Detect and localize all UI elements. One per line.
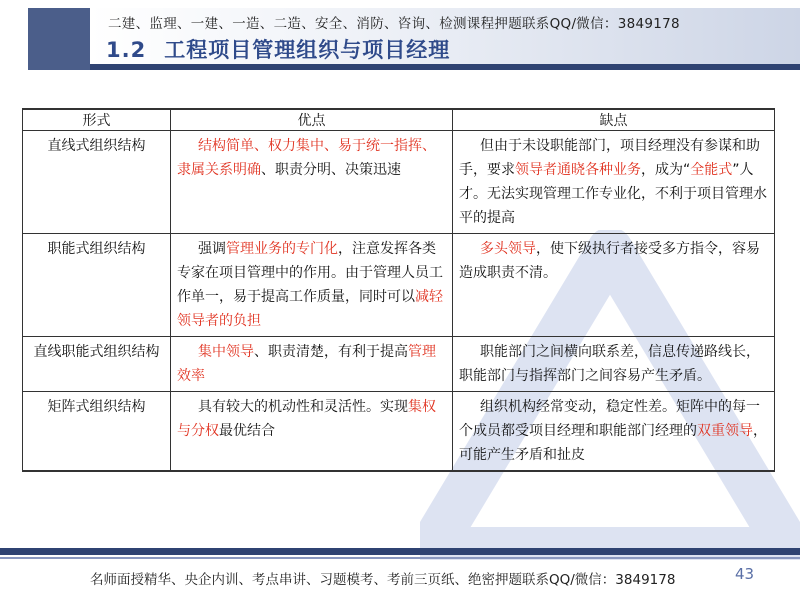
highlighted-text: 结构简单、权力集中、易于统一指挥、隶属关系明确 (177, 138, 436, 178)
text-segment: ，可能产生矛盾和扯皮 (459, 423, 767, 463)
text-segment: ”人才。无法实现管理工作专业化，不利于项目管理水平的提高 (459, 162, 767, 226)
highlighted-text: 集权与分权 (177, 399, 436, 439)
footer-band (0, 548, 800, 555)
advantages-cell (171, 392, 453, 472)
section-title: 工程项目管理组织与项目经理 (164, 38, 451, 62)
text-segment: 最优结合 (219, 423, 275, 439)
highlighted-text: 双重领导 (697, 423, 753, 439)
text-segment: 具有较大的机动性和灵活性。实现 (198, 399, 408, 415)
highlighted-text: 领导者通晓各种业务 (515, 162, 641, 178)
column-header: 形式 (23, 109, 171, 131)
highlighted-text: 减轻领导者的负担 (177, 289, 443, 329)
table-row (23, 234, 775, 337)
table-header-row (23, 109, 775, 131)
text-segment: 但由于未设职能部门，项目经理没有参谋和助手，要求 (459, 138, 760, 178)
table-row (23, 131, 775, 234)
structure-type-cell: 直线式组织结构 (23, 131, 171, 234)
advantages-cell (171, 234, 453, 337)
header-logo-square (28, 8, 90, 70)
text-segment: 强调 (198, 241, 226, 257)
structure-type-cell: 直线职能式组织结构 (23, 337, 171, 392)
advantages-cell (171, 337, 453, 392)
text-segment: ，成为“ (641, 162, 691, 178)
disadvantages-cell (453, 392, 775, 472)
highlighted-text: 全能式 (690, 162, 733, 178)
table-row (23, 392, 775, 472)
table-row (23, 337, 775, 392)
comparison-table (22, 108, 775, 472)
highlighted-text: 多头领导 (480, 241, 536, 257)
text-segment: ，使下级执行者接受多方指令，容易造成职责不清。 (459, 241, 760, 281)
text-segment: 职能部门之间横向联系差，信息传递路线长，职能部门与指挥部门之间容易产生矛盾。 (459, 344, 760, 384)
disadvantages-cell (453, 234, 775, 337)
header-notice: 二建、监理、一建、一造、二造、安全、消防、咨询、检测课程押题联系QQ/微信：3849178 (108, 16, 680, 32)
advantages-cell (171, 131, 453, 234)
footer-notice: 名师面授精华、央企内训、考点串讲、习题模考、考前三页纸、绝密押题联系QQ/微信：3849178 (90, 572, 676, 588)
disadvantages-cell (453, 337, 775, 392)
structure-type-cell: 职能式组织结构 (23, 234, 171, 337)
text-segment: 组织机构经常变动，稳定性差。矩阵中的每一个成员都受项目经理和职能部门经理的 (459, 399, 760, 439)
highlighted-text: 管理业务的专门化 (226, 241, 338, 257)
page-number: 43 (735, 565, 755, 583)
highlighted-text: 集中领导 (198, 344, 254, 360)
structure-type-cell: 矩阵式组织结构 (23, 392, 171, 472)
column-header: 优点 (171, 109, 453, 131)
section-number: 1.2 (106, 38, 147, 62)
disadvantages-cell (453, 131, 775, 234)
highlighted-text: 管理效率 (177, 344, 436, 384)
text-segment: 、职责分明、决策迅速 (261, 162, 401, 178)
slide-title (106, 34, 450, 64)
text-segment: ，注意发挥各类专家在项目管理中的作用。由于管理人员工作单一，易于提高工作质量，同时可以 (177, 241, 443, 305)
column-header: 缺点 (453, 109, 775, 131)
header-stripe (90, 64, 800, 70)
footer-line (0, 557, 800, 559)
text-segment: 、职责清楚，有利于提高 (254, 344, 408, 360)
